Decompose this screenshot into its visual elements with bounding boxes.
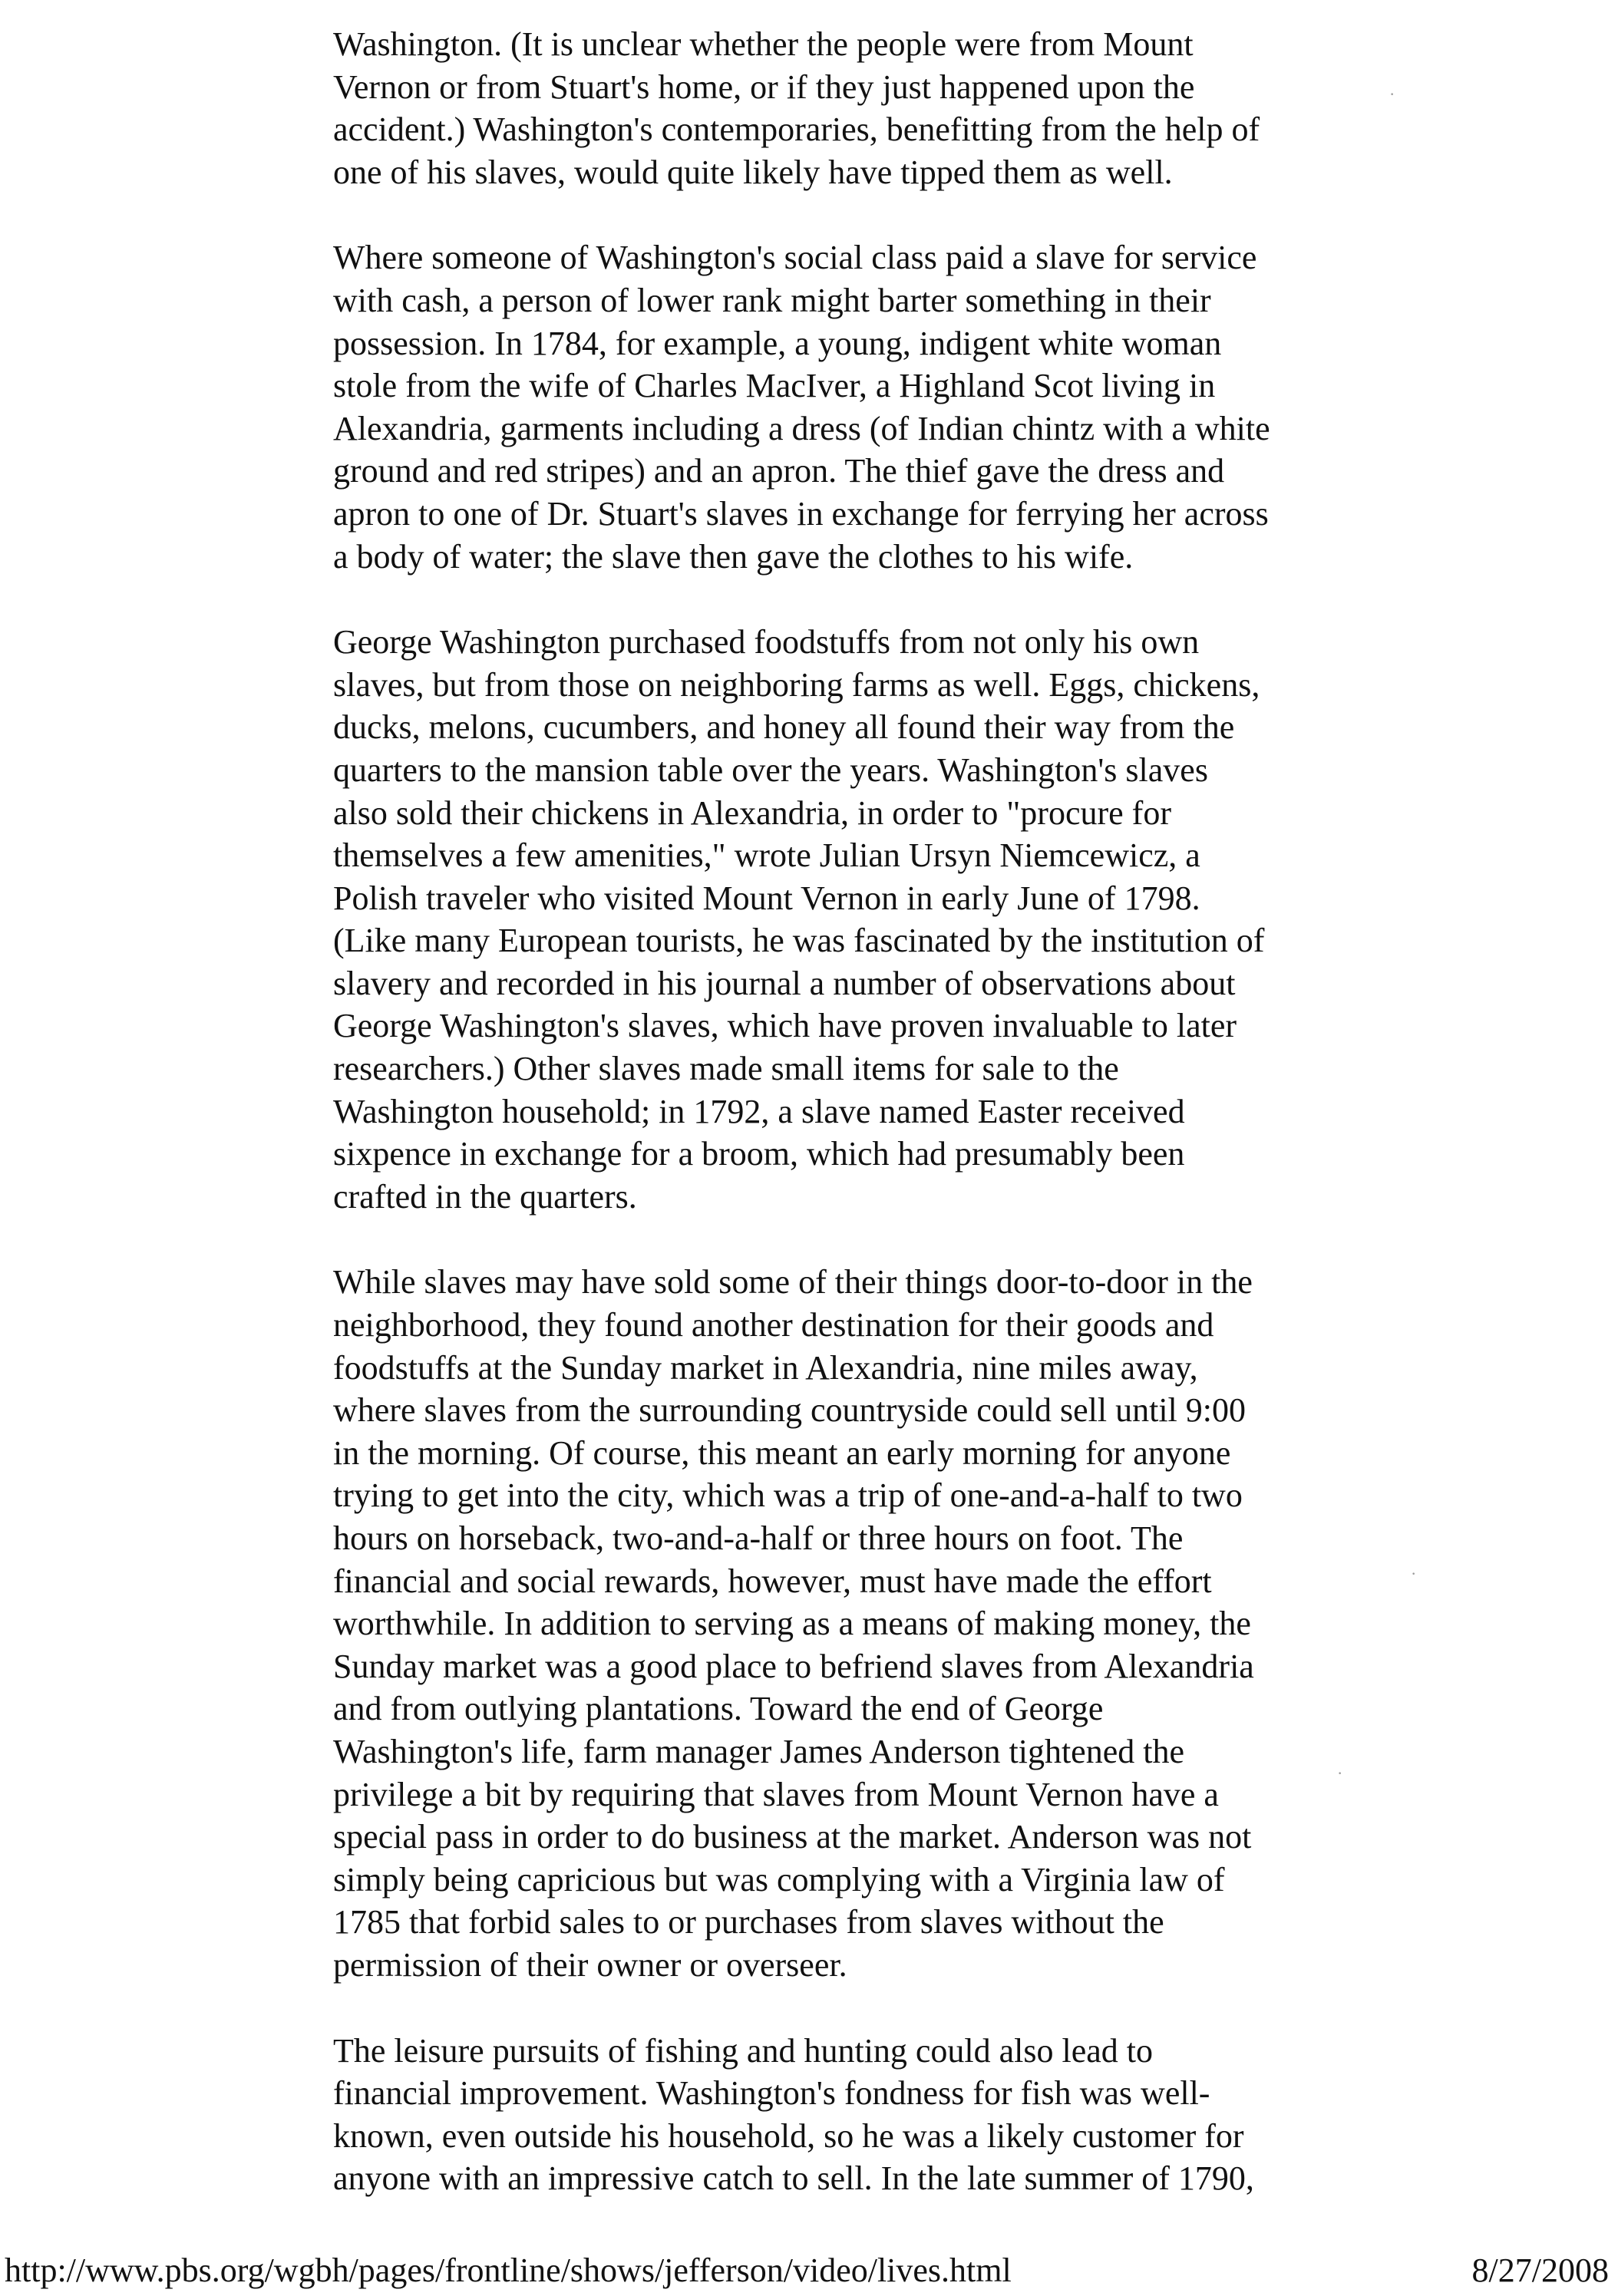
text-line: researchers.) Other slaves made small items for sale to the xyxy=(333,1050,1119,1088)
text-line: Sunday market was a good place to befriend slaves from Alexandria xyxy=(333,1647,1254,1685)
text-line: (Like many European tourists, he was fascinated by the institution of xyxy=(333,922,1265,960)
text-line: simply being capricious but was complying with a Virginia law of xyxy=(333,1860,1225,1898)
text-line: possession. In 1784, for example, a young, indigent white woman xyxy=(333,324,1222,362)
text-line: worthwhile. In addition to serving as a means of making money, the xyxy=(333,1605,1251,1643)
footer-date: 8/27/2008 xyxy=(1471,2251,1609,2289)
text-line: with cash, a person of lower rank might barter something in their xyxy=(333,281,1211,319)
document-body xyxy=(333,23,1408,2200)
text-line: Washington. (It is unclear whether the people were from Mount xyxy=(333,25,1194,63)
scan-speck: · xyxy=(1337,1763,1343,1783)
text-line: in the morning. Of course, this meant an early morning for anyone xyxy=(333,1433,1231,1472)
text-line: financial improvement. Washington's fondness for fish was well- xyxy=(333,2074,1210,2113)
text-line: and from outlying plantations. Toward the end of George xyxy=(333,1690,1104,1728)
text-line: The leisure pursuits of fishing and hunting could also lead to xyxy=(333,2031,1154,2070)
scan-speck: · xyxy=(1389,84,1395,104)
text-line: ground and red stripes) and an apron. The thief gave the dress and xyxy=(333,452,1225,490)
paragraph-5 xyxy=(333,2030,1408,2200)
text-line: a body of water; the slave then gave the clothes to his wife. xyxy=(333,537,1134,576)
text-line: 1785 that forbid sales to or purchases from slaves without the xyxy=(333,1903,1164,1941)
text-line: financial and social rewards, however, must have made the effort xyxy=(333,1562,1212,1600)
text-line: Polish traveler who visited Mount Vernon in early June of 1798. xyxy=(333,879,1200,917)
text-line: crafted in the quarters. xyxy=(333,1177,637,1216)
text-line: While slaves may have sold some of their things door-to-door in the xyxy=(333,1263,1253,1301)
text-line: where slaves from the surrounding countryside could sell until 9:00 xyxy=(333,1391,1246,1430)
text-line: Washington household; in 1792, a slave named Easter received xyxy=(333,1092,1185,1130)
text-line: sixpence in exchange for a broom, which had presumably been xyxy=(333,1135,1185,1173)
text-line: slavery and recorded in his journal a number of observations about xyxy=(333,964,1236,1002)
text-line: privilege a bit by requiring that slaves from Mount Vernon have a xyxy=(333,1775,1219,1813)
text-line: George Washington's slaves, which have proven invaluable to later xyxy=(333,1007,1237,1045)
text-line: stole from the wife of Charles MacIver, a Highland Scot living in xyxy=(333,367,1216,405)
text-line: trying to get into the city, which was a trip of one-and-a-half to two xyxy=(333,1476,1243,1515)
paragraph-4 xyxy=(333,1261,1408,1986)
text-line: apron to one of Dr. Stuart's slaves in exchange for ferrying her across xyxy=(333,494,1269,533)
text-line: hours on horseback, two-and-a-half or three hours on foot. The xyxy=(333,1519,1184,1557)
text-line: Vernon or from Stuart's home, or if they just happened upon the xyxy=(333,68,1195,106)
text-line: foodstuffs at the Sunday market in Alexandria, nine miles away, xyxy=(333,1348,1198,1387)
text-line: one of his slaves, would quite likely have tipped them as well. xyxy=(333,153,1173,191)
text-line: ducks, melons, cucumbers, and honey all found their way from the xyxy=(333,708,1235,747)
text-line: slaves, but from those on neighboring farms as well. Eggs, chickens, xyxy=(333,665,1260,704)
footer-url[interactable]: http://www.pbs.org/wgbh/pages/frontline/shows/jefferson/video/lives.html xyxy=(5,2251,1012,2289)
text-line: quarters to the mansion table over the years. Washington's slaves xyxy=(333,750,1208,789)
text-line: anyone with an impressive catch to sell. In the late summer of 1790, xyxy=(333,2159,1254,2198)
text-line: George Washington purchased foodstuffs from not only his own xyxy=(333,623,1200,661)
paragraph-1 xyxy=(333,23,1408,193)
text-line: also sold their chickens in Alexandria, in order to "procure for xyxy=(333,793,1171,832)
scan-speck: · xyxy=(1411,1564,1417,1583)
text-line: themselves a few amenities," wrote Julian Ursyn Niemcewicz, a xyxy=(333,836,1200,875)
text-line: permission of their owner or overseer. xyxy=(333,1945,847,1984)
text-line: accident.) Washington's contemporaries, benefitting from the help of xyxy=(333,111,1260,149)
paragraph-3 xyxy=(333,621,1408,1218)
text-line: known, even outside his household, so he was a likely customer for xyxy=(333,2116,1244,2155)
text-line: neighborhood, they found another destination for their goods and xyxy=(333,1306,1214,1344)
text-line: Alexandria, garments including a dress (of Indian chintz with a white xyxy=(333,409,1270,447)
text-line: Washington's life, farm manager James Anderson tightened the xyxy=(333,1732,1184,1770)
paragraph-2 xyxy=(333,236,1408,578)
text-line: Where someone of Washington's social class paid a slave for service xyxy=(333,239,1257,277)
text-line: special pass in order to do business at the market. Anderson was not xyxy=(333,1818,1252,1856)
